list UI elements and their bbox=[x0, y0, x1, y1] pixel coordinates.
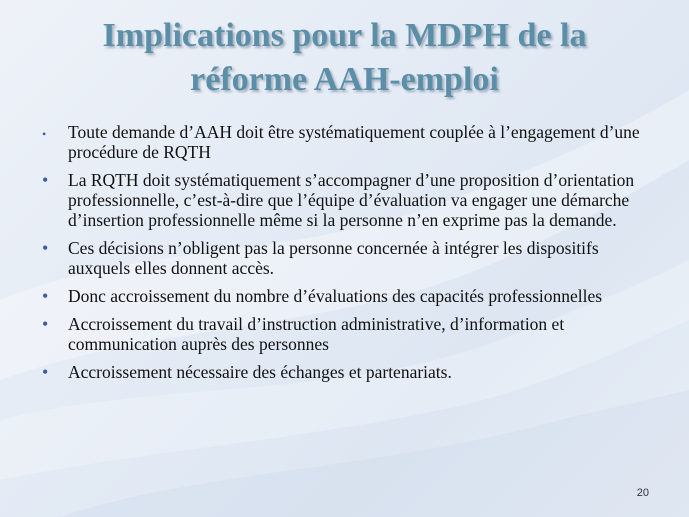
bullet-icon: • bbox=[42, 314, 49, 334]
bullet-text: Toute demande d’AAH doit être systématiquement couplée à l’engagement d’une procédure de RQTH bbox=[68, 122, 640, 162]
slide-title bbox=[20, 14, 669, 102]
bullet-item-2 bbox=[38, 170, 658, 230]
bullet-item-3 bbox=[38, 238, 658, 278]
bullet-icon: • bbox=[42, 362, 49, 382]
bullet-icon: • bbox=[42, 127, 47, 141]
bullet-icon: • bbox=[42, 286, 49, 306]
bullet-text: Donc accroissement du nombre d’évaluations des capacités professionnelles bbox=[68, 286, 603, 306]
bullet-list bbox=[38, 122, 658, 390]
bullet-icon: • bbox=[42, 238, 49, 258]
bullet-text: La RQTH doit systématiquement s’accompagner d’une proposition d’orientation professionnelle, c’est-à-dire que l’équipe d’évaluation va engager une démarche d’insertion professionnelle même si la personne n’en exprime pas la demande. bbox=[68, 170, 635, 230]
bullet-icon: • bbox=[42, 170, 49, 190]
bullet-text: Accroissement du travail d’instruction administrative, d’information et communication auprès des personnes bbox=[68, 314, 565, 354]
bullet-item-4 bbox=[38, 286, 658, 306]
page-number: 20 bbox=[636, 487, 649, 499]
title-line-2: réforme AAH-emploi bbox=[190, 61, 499, 98]
bullet-text: Accroissement nécessaire des échanges et partenariats. bbox=[68, 362, 452, 382]
bullet-item-5 bbox=[38, 314, 658, 354]
bullet-item-1 bbox=[38, 122, 658, 162]
title-line-1: Implications pour la MDPH de la bbox=[102, 17, 587, 54]
bullet-text: Ces décisions n’obligent pas la personne concernée à intégrer les dispositifs auxquels elles donnent accès. bbox=[68, 238, 599, 278]
bullet-item-6 bbox=[38, 362, 658, 382]
